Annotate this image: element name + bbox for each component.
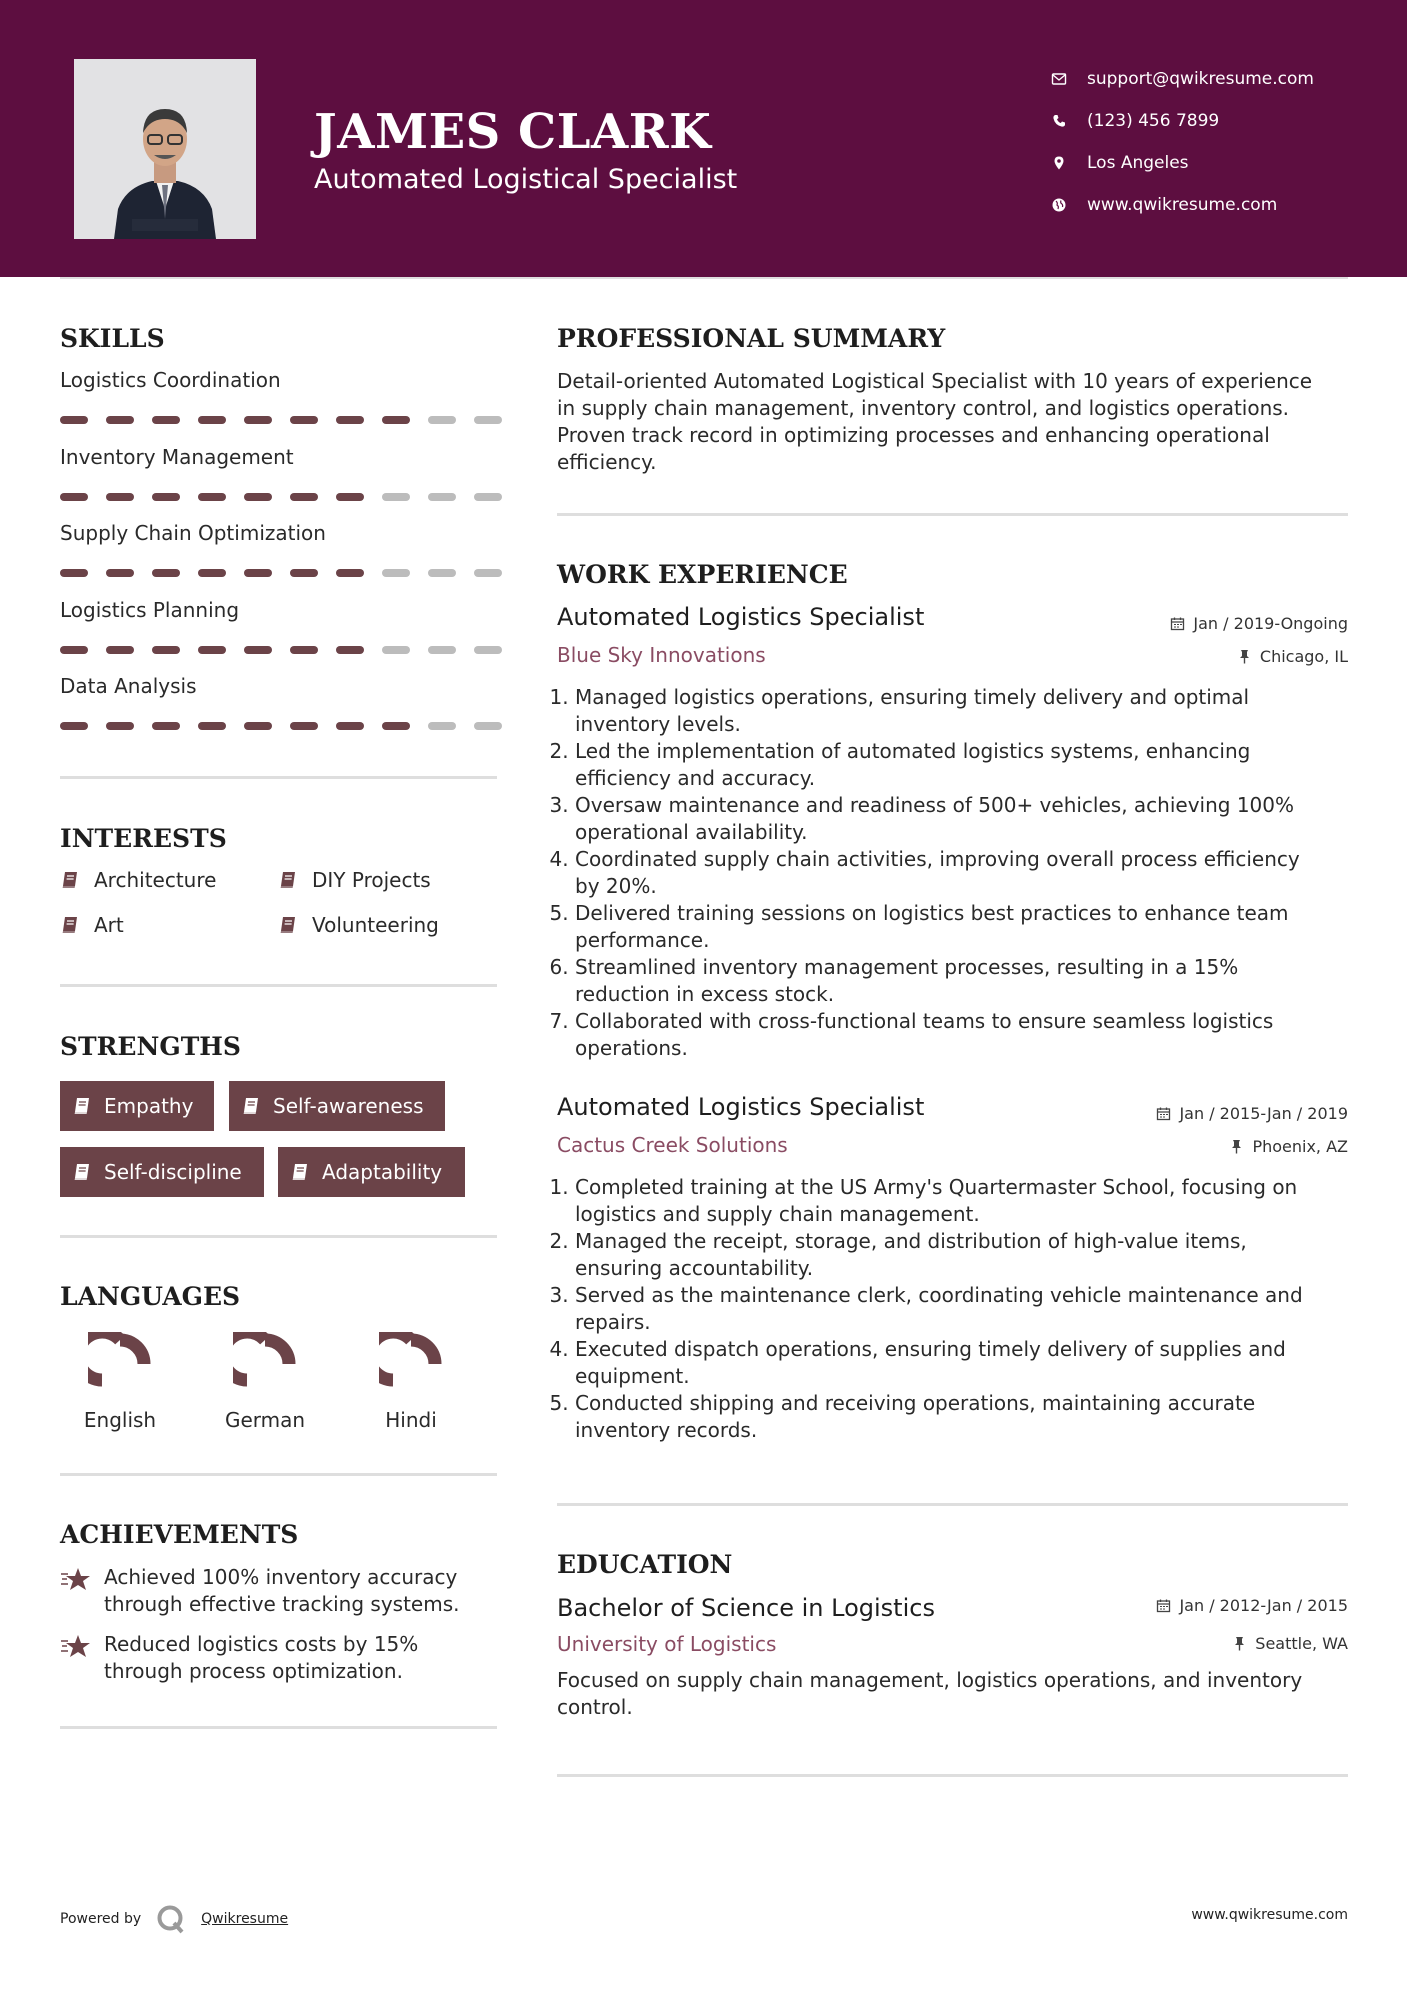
skill-level-segment-filled bbox=[244, 416, 272, 424]
contact-phone-text: (123) 456 7899 bbox=[1087, 111, 1220, 131]
language-item bbox=[60, 1332, 180, 1432]
languages-divider bbox=[60, 1473, 497, 1476]
skill-level-segment-filled bbox=[336, 646, 364, 654]
map-pin-icon bbox=[1051, 155, 1067, 171]
skill-level-bar bbox=[60, 416, 502, 424]
skill-level-segment-empty bbox=[382, 569, 410, 577]
job-location bbox=[1237, 647, 1348, 666]
skill-level-segment-empty bbox=[428, 493, 456, 501]
skill-level-segment-filled bbox=[290, 493, 318, 501]
skill-level-segment-filled bbox=[336, 416, 364, 424]
job-bullet: 3. Oversaw maintenance and readiness of 500+ vehicles, achieving 100% operational availability. bbox=[575, 792, 1355, 846]
globe-icon bbox=[1051, 197, 1067, 213]
book-icon bbox=[72, 1096, 92, 1116]
interest-item bbox=[278, 868, 431, 892]
job-bullet: 4. Coordinated supply chain activities, improving overall process efficiency by 20%. bbox=[575, 846, 1355, 900]
skill-level-segment-filled bbox=[60, 493, 88, 501]
strength-tag bbox=[60, 1147, 264, 1197]
skill-level-segment-empty bbox=[474, 493, 502, 501]
school-name: University of Logistics bbox=[557, 1632, 777, 1656]
education-divider bbox=[557, 1774, 1348, 1777]
envelope-icon bbox=[1051, 71, 1067, 87]
skill-level-segment-filled bbox=[290, 722, 318, 730]
job-dates-text: Jan / 2015-Jan / 2019 bbox=[1179, 1104, 1348, 1123]
skill-level-segment-filled bbox=[106, 493, 134, 501]
skill-level-segment-filled bbox=[198, 493, 226, 501]
interest-label: Art bbox=[94, 913, 124, 937]
interest-item bbox=[60, 868, 216, 892]
achievement-text: Reduced logistics costs by 15% through process optimization. bbox=[104, 1632, 419, 1683]
skill-level-segment-filled bbox=[290, 416, 318, 424]
strength-tag bbox=[60, 1081, 214, 1131]
job-dates bbox=[1170, 614, 1348, 633]
candidate-title: Automated Logistical Specialist bbox=[314, 164, 738, 195]
languages-heading: LANGUAGES bbox=[60, 1282, 241, 1311]
skill-level-segment-empty bbox=[428, 416, 456, 424]
skill-level-segment-filled bbox=[336, 722, 364, 730]
achievements-heading: ACHIEVEMENTS bbox=[60, 1520, 299, 1549]
footer-website[interactable]: www.qwikresume.com bbox=[1191, 1907, 1348, 1923]
skill-level-segment-filled bbox=[152, 646, 180, 654]
footer-branding bbox=[60, 1903, 288, 1935]
skill-level-segment-filled bbox=[152, 416, 180, 424]
skill-level-segment-empty bbox=[382, 646, 410, 654]
skill-name: Supply Chain Optimization bbox=[60, 521, 326, 545]
strengths-heading: STRENGTHS bbox=[60, 1032, 241, 1061]
interest-label: DIY Projects bbox=[312, 868, 431, 892]
skill-level-segment-filled bbox=[60, 646, 88, 654]
job-location bbox=[1229, 1137, 1348, 1156]
book-icon bbox=[60, 870, 80, 890]
contact-email[interactable] bbox=[1051, 58, 1314, 100]
skill-level-bar bbox=[60, 646, 502, 654]
interest-label: Architecture bbox=[94, 868, 217, 892]
skill-level-segment-empty bbox=[474, 722, 502, 730]
interest-label: Volunteering bbox=[312, 913, 439, 937]
skill-level-segment-filled bbox=[60, 569, 88, 577]
skill-level-bar bbox=[60, 722, 502, 730]
skill-level-segment-filled bbox=[198, 569, 226, 577]
calendar-icon bbox=[1170, 616, 1185, 631]
phone-icon bbox=[1051, 113, 1067, 129]
job-bullets bbox=[575, 684, 1355, 1062]
book-icon bbox=[278, 915, 298, 935]
language-label: German bbox=[224, 1408, 306, 1432]
skill-level-segment-filled bbox=[152, 493, 180, 501]
strength-label: Empathy bbox=[104, 1094, 194, 1118]
language-item bbox=[351, 1332, 471, 1432]
contact-location-text: Los Angeles bbox=[1087, 153, 1189, 173]
skill-level-segment-filled bbox=[60, 416, 88, 424]
contact-phone[interactable] bbox=[1051, 100, 1314, 142]
degree-title: Bachelor of Science in Logistics bbox=[557, 1594, 935, 1622]
achievements-divider bbox=[60, 1726, 497, 1729]
skill-level-segment-filled bbox=[244, 493, 272, 501]
strengths-divider bbox=[60, 1235, 497, 1238]
skill-level-segment-filled bbox=[244, 569, 272, 577]
job-location-text: Phoenix, AZ bbox=[1252, 1137, 1348, 1156]
skill-level-segment-filled bbox=[106, 569, 134, 577]
candidate-name: JAMES CLARK bbox=[314, 104, 712, 160]
education-description: Focused on supply chain management, logistics operations, and inventory control. bbox=[557, 1668, 1303, 1719]
job-bullet: 1. Completed training at the US Army's Quartermaster School, focusing on logistics and supply chain management. bbox=[575, 1174, 1355, 1228]
calendar-icon bbox=[1156, 1106, 1171, 1121]
strength-tag bbox=[229, 1081, 445, 1131]
brand-link[interactable]: Qwikresume bbox=[201, 1911, 289, 1927]
job-bullet: 3. Served as the maintenance clerk, coordinating vehicle maintenance and repairs. bbox=[575, 1282, 1355, 1336]
company-name: Cactus Creek Solutions bbox=[557, 1133, 788, 1157]
resume-header bbox=[0, 0, 1407, 277]
pushpin-icon bbox=[1229, 1139, 1244, 1154]
interests-divider bbox=[60, 984, 497, 987]
language-level-ring bbox=[88, 1332, 152, 1396]
summary-text: Detail-oriented Automated Logistical Specialist with 10 years of experience in supply chain management, inventory control, and logistics operations. Proven track record in optimizing processes and enhancing operational efficiency. bbox=[557, 369, 1313, 474]
job-dates-text: Jan / 2019-Ongoing bbox=[1193, 614, 1348, 633]
job-bullet: 1. Managed logistics operations, ensuring timely delivery and optimal inventory levels. bbox=[575, 684, 1355, 738]
skill-level-segment-filled bbox=[106, 722, 134, 730]
job-bullet: 4. Executed dispatch operations, ensuring timely delivery of supplies and equipment. bbox=[575, 1336, 1355, 1390]
skill-level-segment-filled bbox=[60, 722, 88, 730]
job-title: Automated Logistics Specialist bbox=[557, 603, 925, 631]
contact-website-text: www.qwikresume.com bbox=[1087, 195, 1278, 215]
job-title: Automated Logistics Specialist bbox=[557, 1093, 925, 1121]
qwikresume-logo-icon bbox=[155, 1903, 187, 1935]
skill-level-segment-filled bbox=[244, 646, 272, 654]
skill-level-segment-filled bbox=[198, 722, 226, 730]
summary-divider bbox=[557, 513, 1348, 516]
profile-photo bbox=[74, 59, 256, 239]
header-divider bbox=[60, 277, 1348, 279]
job-bullet: 2. Led the implementation of automated logistics systems, enhancing efficiency and accuracy. bbox=[575, 738, 1355, 792]
language-level-ring bbox=[379, 1332, 443, 1396]
skill-level-segment-empty bbox=[382, 493, 410, 501]
job-bullet: 7. Collaborated with cross-functional teams to ensure seamless logistics operations. bbox=[575, 1008, 1355, 1062]
skill-level-segment-empty bbox=[474, 416, 502, 424]
skill-level-segment-filled bbox=[152, 722, 180, 730]
skill-level-segment-filled bbox=[290, 569, 318, 577]
skill-level-bar bbox=[60, 493, 502, 501]
job-location-text: Chicago, IL bbox=[1259, 647, 1348, 666]
book-icon bbox=[290, 1162, 310, 1182]
skill-level-segment-filled bbox=[382, 722, 410, 730]
pushpin-icon bbox=[1237, 649, 1252, 664]
education-dates-text: Jan / 2012-Jan / 2015 bbox=[1179, 1596, 1348, 1615]
strength-label: Self-discipline bbox=[104, 1160, 242, 1184]
interest-item bbox=[278, 913, 439, 937]
pushpin-icon bbox=[1232, 1636, 1247, 1651]
skill-level-segment-filled bbox=[152, 569, 180, 577]
contact-email-text: support@qwikresume.com bbox=[1087, 69, 1314, 89]
contact-location bbox=[1051, 142, 1314, 184]
skill-level-segment-empty bbox=[474, 569, 502, 577]
skill-level-segment-empty bbox=[428, 569, 456, 577]
skill-level-segment-empty bbox=[428, 722, 456, 730]
contact-list bbox=[1051, 58, 1314, 226]
achievement-text: Achieved 100% inventory accuracy through effective tracking systems. bbox=[104, 1565, 460, 1616]
company-name: Blue Sky Innovations bbox=[557, 643, 766, 667]
strength-label: Adaptability bbox=[322, 1160, 443, 1184]
education-heading: EDUCATION bbox=[557, 1550, 733, 1579]
book-icon bbox=[278, 870, 298, 890]
skill-name: Logistics Planning bbox=[60, 598, 240, 622]
skills-heading: SKILLS bbox=[60, 324, 165, 353]
interest-item bbox=[60, 913, 124, 937]
job-bullet: 2. Managed the receipt, storage, and distribution of high-value items, ensuring accountability. bbox=[575, 1228, 1355, 1282]
star-icon bbox=[60, 1566, 92, 1592]
skills-divider bbox=[60, 776, 497, 779]
job-dates bbox=[1156, 1104, 1348, 1123]
calendar-icon bbox=[1156, 1598, 1171, 1613]
strength-tag bbox=[278, 1147, 465, 1197]
skill-level-segment-filled bbox=[382, 416, 410, 424]
job-bullet: 5. Delivered training sessions on logistics best practices to enhance team performance. bbox=[575, 900, 1355, 954]
skill-name: Logistics Coordination bbox=[60, 368, 281, 392]
summary-heading: PROFESSIONAL SUMMARY bbox=[557, 324, 946, 353]
book-icon bbox=[72, 1162, 92, 1182]
star-icon bbox=[60, 1633, 92, 1659]
skill-level-segment-empty bbox=[474, 646, 502, 654]
experience-divider bbox=[557, 1503, 1348, 1506]
powered-by-label: Powered by bbox=[60, 1911, 142, 1927]
skill-level-segment-filled bbox=[198, 646, 226, 654]
skill-name: Inventory Management bbox=[60, 445, 294, 469]
skill-level-segment-filled bbox=[336, 569, 364, 577]
contact-website[interactable] bbox=[1051, 184, 1314, 226]
skill-level-segment-filled bbox=[336, 493, 364, 501]
achievement-item bbox=[60, 1631, 418, 1685]
language-label: Hindi bbox=[385, 1408, 437, 1432]
skill-level-segment-filled bbox=[106, 416, 134, 424]
language-item bbox=[205, 1332, 325, 1432]
job-bullet: 6. Streamlined inventory management processes, resulting in a 15% reduction in excess stock. bbox=[575, 954, 1355, 1008]
skill-level-segment-filled bbox=[244, 722, 272, 730]
education-dates bbox=[1156, 1596, 1348, 1615]
job-bullets bbox=[575, 1174, 1355, 1444]
education-location bbox=[1232, 1634, 1348, 1653]
book-icon bbox=[60, 915, 80, 935]
skill-level-segment-empty bbox=[428, 646, 456, 654]
achievement-item bbox=[60, 1564, 460, 1618]
language-level-ring bbox=[233, 1332, 297, 1396]
job-bullet: 5. Conducted shipping and receiving operations, maintaining accurate inventory records. bbox=[575, 1390, 1355, 1444]
interests-heading: INTERESTS bbox=[60, 824, 227, 853]
skill-level-segment-filled bbox=[198, 416, 226, 424]
book-icon bbox=[241, 1096, 261, 1116]
skill-level-segment-filled bbox=[106, 646, 134, 654]
skill-level-segment-filled bbox=[290, 646, 318, 654]
skill-name: Data Analysis bbox=[60, 674, 197, 698]
language-label: English bbox=[83, 1408, 157, 1432]
education-location-text: Seattle, WA bbox=[1255, 1634, 1348, 1653]
strength-label: Self-awareness bbox=[273, 1094, 424, 1118]
skill-level-bar bbox=[60, 569, 502, 577]
experience-heading: WORK EXPERIENCE bbox=[557, 560, 848, 589]
